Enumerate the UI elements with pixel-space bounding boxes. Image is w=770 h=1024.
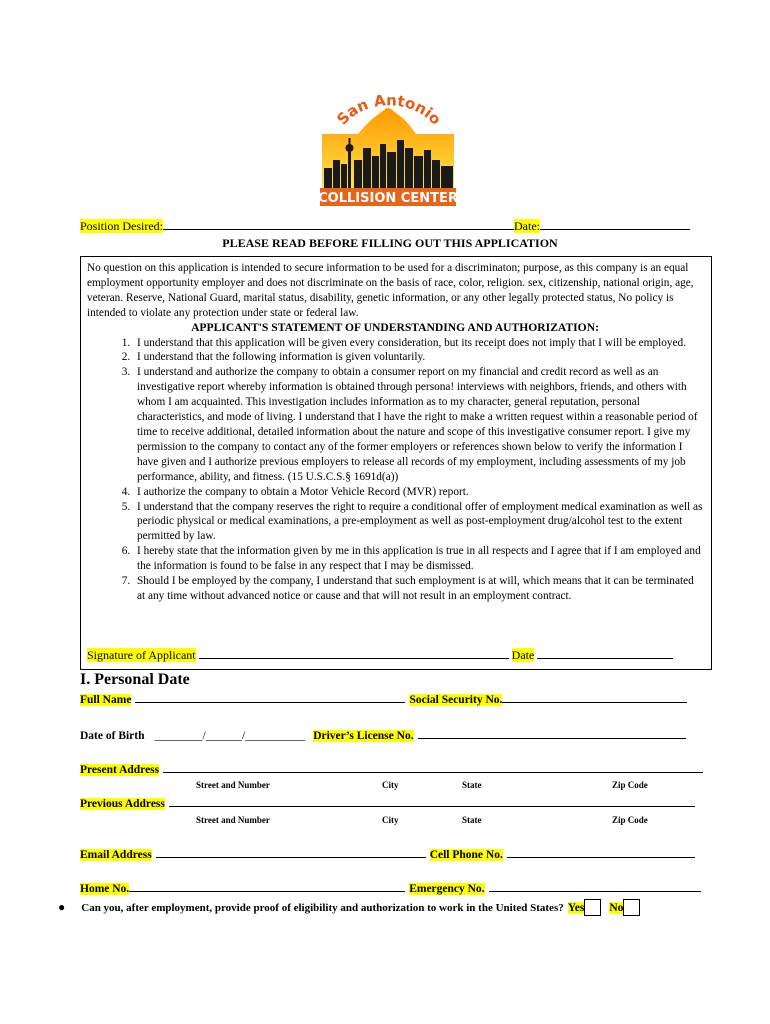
header-row bbox=[80, 219, 700, 234]
row-previous-address bbox=[80, 794, 720, 812]
present-city-caption: City bbox=[382, 780, 399, 790]
email-label: Email Address bbox=[80, 849, 152, 861]
row-home-emergency bbox=[80, 879, 720, 897]
statement-item: 3. I understand and authorize the company to obtain a consumer report on my financial and credit record as well as an investigative report whereby information is obtained through persona! interviews with neighbors, friends, and others with whom I am acquainted. This investigation includes information as to my character, general reputation, personal characteristics, and mode of living. I understand that I have the right to make a written request within a reasonable period of time to receive additional, detailed information about the nature and scope of this investigative consumer report. I give my permission to the company to contact any of the former employers or references shown below to verify the information I have given and I authorize previous employers to release all records of my employment, including assessments of my job performance, ability, and fitness. (15 U.S.C.S.§ 1691d(a)) bbox=[133, 365, 703, 484]
no-label: No bbox=[609, 902, 624, 914]
signature-label: Signature of Applicant bbox=[87, 648, 196, 662]
previous-city-caption: City bbox=[382, 815, 399, 825]
signature-date-field[interactable] bbox=[537, 658, 673, 659]
present-street-caption: Street and Number bbox=[196, 780, 270, 790]
no-checkbox[interactable] bbox=[623, 899, 640, 916]
statement-title: APPLICANT'S STATEMENT OF UNDERSTANDING AND AUTHORIZATION: bbox=[191, 320, 599, 334]
signature-row bbox=[87, 648, 673, 663]
license-field[interactable] bbox=[418, 738, 686, 739]
position-field[interactable] bbox=[163, 229, 514, 230]
home-label: Home No. bbox=[80, 883, 130, 895]
row-email-cell bbox=[80, 845, 720, 863]
present-address-label: Present Address bbox=[80, 764, 160, 776]
statement-list bbox=[87, 336, 703, 604]
statement-item: 4. I authorize the company to obtain a Motor Vehicle Record (MVR) report. bbox=[133, 485, 703, 500]
previous-zip-caption: Zip Code bbox=[612, 815, 648, 825]
signature-date-label: Date bbox=[511, 648, 535, 662]
statement-item: 7. Should I be employed by the company, I understand that such employment is at will, which means that it can be terminated at any time without advanced notice or cause and that will not result in an employment contract. bbox=[133, 574, 703, 604]
position-label: Position Desired: bbox=[80, 219, 163, 233]
previous-address-label: Previous Address bbox=[80, 798, 165, 810]
cell-label: Cell Phone No. bbox=[429, 849, 503, 861]
notice-paragraph: No question on this application is intended to secure information to be used for a discriminaton; purpose, as this company is an equal employment opportunity employer and does not discriminate on the basis of race, color, religion. sex, citizenship, national origin, age, veteran. Reserve, National Guard, marital status, disability, genetic information, or any other legally protected status, No policy is intended to violate any protection under state or federal law. bbox=[87, 262, 694, 319]
statement-item: 2. I understand that the following information is given voluntarily. bbox=[133, 350, 703, 365]
yes-label: Yes bbox=[567, 902, 585, 914]
yes-checkbox[interactable] bbox=[584, 899, 601, 916]
emergency-field[interactable] bbox=[489, 891, 701, 892]
row-present-address bbox=[80, 760, 720, 778]
dob-label: Date of Birth bbox=[80, 730, 145, 742]
statement-item: 1. I understand that this application will be given every consideration, but its receipt does not imply that I will be employed. bbox=[133, 336, 703, 351]
present-zip-caption: Zip Code bbox=[612, 780, 648, 790]
home-field[interactable] bbox=[129, 891, 405, 892]
email-field[interactable] bbox=[156, 857, 426, 858]
read-before-heading: PLEASE READ BEFORE FILLING OUT THIS APPLICATION bbox=[222, 236, 558, 250]
statement-item: 6. I hereby state that the information given by me in this application is true in all respects and I agree that if I am employed and the information is found to be false in any respect that I may be dismissed. bbox=[133, 544, 703, 574]
header-date-label: Date: bbox=[514, 219, 540, 233]
logo-arc-text: San Antonio bbox=[333, 91, 445, 129]
bullet: ● bbox=[58, 900, 66, 914]
previous-street-caption: Street and Number bbox=[196, 815, 270, 825]
row-eligibility bbox=[58, 898, 718, 916]
dob-field[interactable]: ________/______/__________ bbox=[154, 728, 306, 742]
statement-item: 5. I understand that the company reserves the right to require a conditional offer of employment medical examination as well as periodic physical or medical examinations, a pre-employment as well as post-employment drug/alcohol test to the extent permitted by law. bbox=[133, 500, 703, 545]
full-name-label: Full Name bbox=[80, 694, 132, 706]
previous-address-field[interactable] bbox=[169, 806, 695, 807]
company-logo bbox=[318, 90, 458, 208]
section-title-personal: I. Personal Date bbox=[80, 671, 190, 688]
license-label: Driver’s License No. bbox=[313, 730, 414, 742]
header-date-field[interactable] bbox=[540, 229, 690, 230]
signature-field[interactable] bbox=[199, 658, 509, 659]
emergency-label: Emergency No. bbox=[409, 883, 485, 895]
ssn-field[interactable] bbox=[502, 702, 687, 703]
full-name-field[interactable] bbox=[135, 702, 405, 703]
present-state-caption: State bbox=[462, 780, 482, 790]
present-address-field[interactable] bbox=[163, 772, 703, 773]
logo-name-text: COLLISION CENTER bbox=[318, 191, 458, 206]
row-name-ssn bbox=[80, 690, 720, 708]
eligibility-question: Can you, after employment, provide proof of eligibility and authorization to work in the United States? bbox=[81, 902, 564, 914]
row-dob-license bbox=[80, 726, 720, 744]
cell-field[interactable] bbox=[507, 857, 695, 858]
ssn-label: Social Security No. bbox=[409, 694, 503, 706]
previous-state-caption: State bbox=[462, 815, 482, 825]
notice-box bbox=[80, 256, 712, 670]
